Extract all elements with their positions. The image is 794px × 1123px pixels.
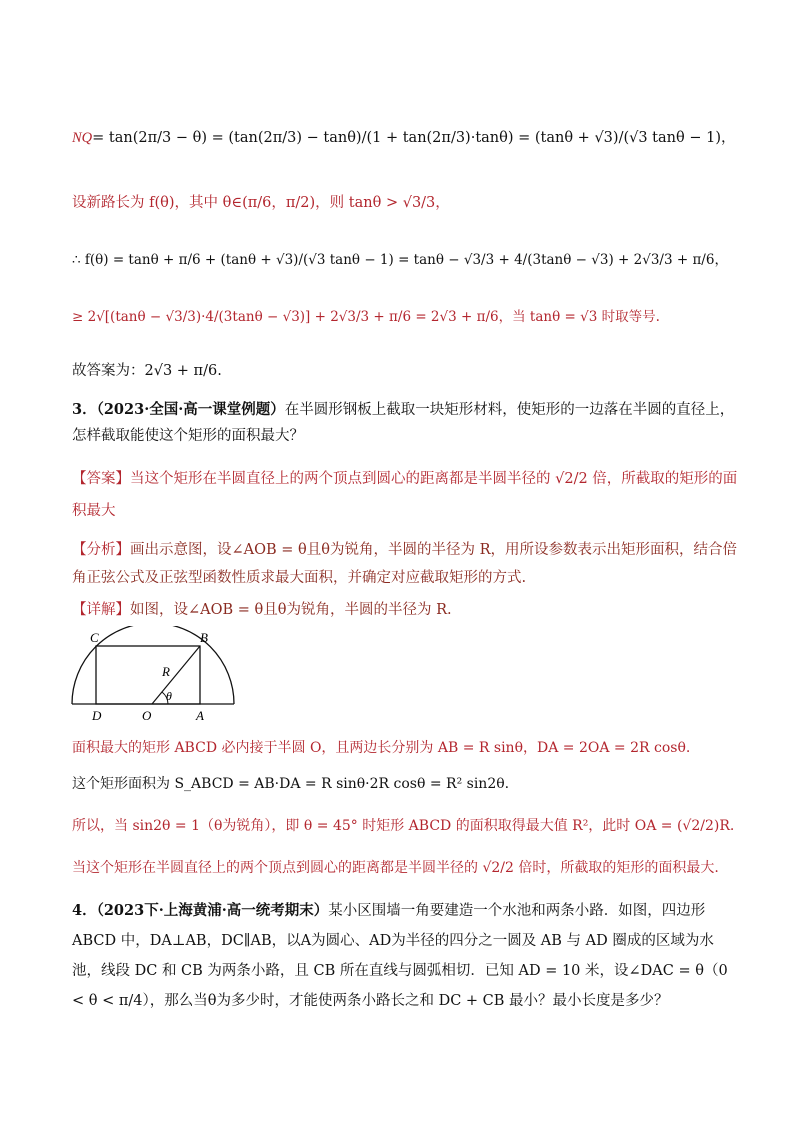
derivation-line-1: 面积最大的矩形 ABCD 必内接于半圆 O，且两边长分别为 AB = R sinθ，DA = 2OA = 2R cosθ. (72, 740, 691, 756)
detail-text: 如图，设∠AOB = θ且θ为锐角，半圆的半径为 R. (130, 602, 452, 618)
analysis-tag: 【分析】 (72, 542, 130, 558)
label-c: C (90, 630, 99, 645)
label-a: A (196, 708, 204, 723)
analysis-text: 画出示意图，设∠AOB = θ且θ为锐角，半圆的半径为 R，用所设参数表示出矩形面积，结合倍角正弦公式及正弦型函数性质求最大面积，并确定对应截取矩形的方式. (72, 542, 738, 586)
question-4-text: 某小区围墙一角要建造一个水池和两条小路．如图，四边形 ABCD 中，DA⊥AB，DC∥AB，以A为圆心、AD为半径的四分之一圆及 AB 与 AD 圈成的区域为水池，线段 DC 和 CB 为两条小路，且 CB 所在直线与圆弧相切．已知 AD = 10 米，设∠DAC = θ（0 < θ < π/4），那么当θ为多少时，才能使两条小路长之和 DC + CB 最小？最小长度是多少？ (72, 903, 728, 1009)
rectangle-abcd (96, 646, 200, 704)
answer-text: 当这个矩形在半圆直径上的两个顶点到圆心的距离都是半圆半径的 √2/2 倍，所截取的矩形的面积最大 (72, 471, 738, 519)
inequality-line: ≥ 2√[(tanθ − √3/3)·4/(3tanθ − √3)] + 2√3/3 + π/6 = 2√3 + π/6，当 tanθ = √3 时取等号. (72, 309, 660, 325)
formula-nq (72, 128, 738, 148)
label-b: B (200, 630, 208, 645)
new-path-length-line: 设新路长为 f(θ)，其中 θ∈(π/6，π/2)，则 tanθ > √3/3， (72, 195, 450, 211)
label-r: R (162, 664, 170, 679)
label-theta: θ (166, 689, 172, 703)
f-theta-expansion: ∴ f(θ) = tanθ + π/6 + (tanθ + √3)/(√3 tanθ − 1) = tanθ − √3/3 + 4/(3tanθ − √3) + 2√3/3 + π/6， (72, 252, 728, 268)
question-3 (72, 397, 738, 449)
question-4-number: 4． (72, 902, 97, 919)
nq-expression: = tan(2π/3 − θ) = (tan(2π/3) − tanθ)/(1 + tan(2π/3)·tanθ) = (tanθ + √3)/(√3 tanθ − 1)， (92, 130, 736, 146)
radius-ob (152, 646, 200, 704)
derivation-line-3: 所以，当 sin2θ = 1（θ为锐角），即 θ = 45° 时矩形 ABCD 的面积取得最大值 R²，此时 OA = (√2/2)R. (72, 818, 735, 834)
question-4 (72, 896, 738, 1016)
analysis-block (72, 536, 738, 592)
question-3-source: （2023·全国·高一课堂例题） (96, 401, 285, 418)
final-answer-line: 故答案为：2√3 + π/6. (72, 363, 222, 379)
answer-block (72, 463, 738, 527)
question-3-text: 在半圆形钢板上截取一块矩形材料，使矩形的一边落在半圆的直径上，怎样截取能使这个矩形的面积最大？ (72, 402, 735, 444)
label-o: O (142, 708, 152, 723)
question-3-number: 3． (72, 401, 97, 418)
derivation-line-2: 这个矩形面积为 S_ABCD = AB·DA = R sinθ·2R cosθ = R² sin2θ. (72, 776, 510, 792)
derivation-line-4: 当这个矩形在半圆直径上的两个顶点到圆心的距离都是半圆半径的 √2/2 倍时，所截取的矩形的面积最大. (72, 860, 719, 876)
detail-tag: 【详解】 (72, 602, 130, 618)
label-d: D (92, 708, 102, 723)
detail-block (72, 600, 738, 620)
question-4-source: （2023下·上海黄浦·高一统考期末） (96, 902, 329, 919)
nq-label: NQ (72, 130, 93, 146)
answer-tag: 【答案】 (72, 471, 130, 487)
semicircle-rectangle-figure (66, 626, 246, 724)
